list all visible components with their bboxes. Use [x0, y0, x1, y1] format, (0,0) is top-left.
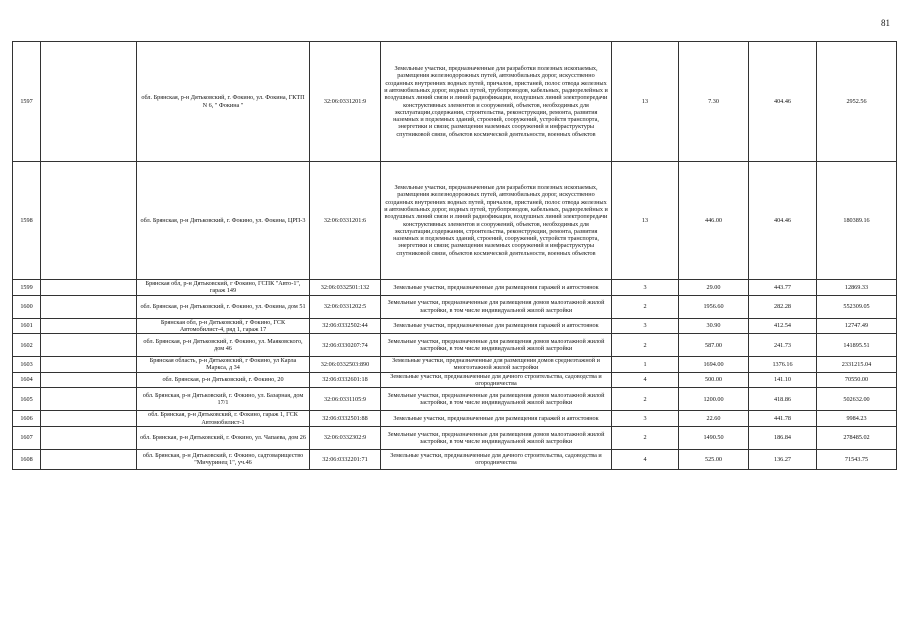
- specific-value-cell: 404.46: [749, 162, 817, 280]
- table-row: [13, 357, 897, 373]
- row-number: 1600: [13, 295, 41, 318]
- specific-value-cell: 282.28: [749, 295, 817, 318]
- use-group-cell: 3: [612, 280, 679, 296]
- table-row: [13, 318, 897, 334]
- table-row: [13, 372, 897, 388]
- land-use-purpose-cell: Земельные участки, предназначенные для размещения гаражей и автостоянок: [381, 318, 612, 334]
- table-row: [13, 334, 897, 357]
- area-cell: 29.00: [679, 280, 749, 296]
- blank-cell: [41, 318, 137, 334]
- row-number: 1602: [13, 334, 41, 357]
- area-cell: 1200.00: [679, 388, 749, 411]
- land-cadastral-table: [12, 41, 897, 470]
- row-number: 1604: [13, 372, 41, 388]
- specific-value-cell: 404.46: [749, 42, 817, 162]
- address-cell: обл. Брянская, р-н Дятьковский, г. Фокино, 20: [137, 372, 310, 388]
- cadastral-value-cell: 2331215.04: [817, 357, 897, 373]
- specific-value-cell: 241.73: [749, 334, 817, 357]
- specific-value-cell: 443.77: [749, 280, 817, 296]
- table-row: [13, 449, 897, 469]
- land-use-purpose-cell: Земельные участки, предназначенные для размещения домов среднеэтажной и многоэтажной жилой застройки: [381, 357, 612, 373]
- address-cell: обл. Брянская, р-н Дятьковский, г. Фокино, ул. Чапаева, дом 26: [137, 426, 310, 449]
- cadastral-number-cell: 32:06:0332201:71: [310, 449, 381, 469]
- blank-cell: [41, 411, 137, 427]
- area-cell: 1956.60: [679, 295, 749, 318]
- cadastral-value-cell: 552309.05: [817, 295, 897, 318]
- use-group-cell: 2: [612, 334, 679, 357]
- specific-value-cell: 1376.16: [749, 357, 817, 373]
- blank-cell: [41, 162, 137, 280]
- table-body: [13, 42, 897, 470]
- blank-cell: [41, 42, 137, 162]
- row-number: 1598: [13, 162, 41, 280]
- specific-value-cell: 136.27: [749, 449, 817, 469]
- area-cell: 446.00: [679, 162, 749, 280]
- area-cell: 30.90: [679, 318, 749, 334]
- address-cell: обл. Брянская, р-н Дятьковский, г. Фокино, ул. Фокина, ГКТП N 6, " Фокина ": [137, 42, 310, 162]
- area-cell: 1490.50: [679, 426, 749, 449]
- use-group-cell: 2: [612, 295, 679, 318]
- table-row: [13, 162, 897, 280]
- row-number: 1597: [13, 42, 41, 162]
- row-number: 1605: [13, 388, 41, 411]
- land-use-purpose-cell: Земельные участки, предназначенные для размещения домов малоэтажной жилой застройки, в том числе индивидуальной жилой застройки: [381, 334, 612, 357]
- area-cell: 500.00: [679, 372, 749, 388]
- cadastral-number-cell: 32:06:0331201:6: [310, 162, 381, 280]
- cadastral-value-cell: 12869.33: [817, 280, 897, 296]
- row-number: 1599: [13, 280, 41, 296]
- use-group-cell: 4: [612, 449, 679, 469]
- use-group-cell: 3: [612, 411, 679, 427]
- cadastral-value-cell: 70550.00: [817, 372, 897, 388]
- use-group-cell: 2: [612, 426, 679, 449]
- cadastral-value-cell: 502632.00: [817, 388, 897, 411]
- cadastral-value-cell: 141895.51: [817, 334, 897, 357]
- cadastral-number-cell: 32:06:0332302:9: [310, 426, 381, 449]
- blank-cell: [41, 280, 137, 296]
- specific-value-cell: 412.54: [749, 318, 817, 334]
- cadastral-number-cell: 32:06:0332501:132: [310, 280, 381, 296]
- address-cell: Брянская область, р-н Дятьковский, г Фокино, ул Карла Маркса, д 34: [137, 357, 310, 373]
- cadastral-number-cell: 32:06:0330207:74: [310, 334, 381, 357]
- land-use-purpose-cell: Земельные участки, предназначенные для размещения домов малоэтажной жилой застройки, в том числе индивидуальной жилой застройки: [381, 295, 612, 318]
- row-number: 1607: [13, 426, 41, 449]
- cadastral-value-cell: 9984.23: [817, 411, 897, 427]
- use-group-cell: 4: [612, 372, 679, 388]
- land-use-purpose-cell: Земельные участки, предназначенные для размещения гаражей и автостоянок: [381, 411, 612, 427]
- land-use-purpose-cell: Земельные участки, предназначенные для дачного строительства, садоводства и огородничества: [381, 449, 612, 469]
- land-use-purpose-cell: Земельные участки, предназначенные для разработки полезных ископаемых, размещения железнодорожных путей, автомобильных дорог, искусственно созданных внутренних водных путей, причалов, пристаней, полос отвода железных и автомобильных дорог, водных путей, трубопроводов, кабельных, радиорелейных и воздушных линий связи и линий радиофикации, воздушных линий электропередачи конструктивных элементов и сооружений, объектов, необходимых для эксплуатации,содержания, строительства, реконструкции, ремонта, развития наземных и подземных зданий, строений, сооружений, устройств транспорта, энергетики и связи; размещения наземных сооружений и инфраструктуры спутниковой связи, объектов космической деятельности, военных объектов: [381, 162, 612, 280]
- address-cell: обл. Брянская, р-н Дятьковский, г. Фокино, ул. Фокина, ЦРП-3: [137, 162, 310, 280]
- table-row: [13, 42, 897, 162]
- address-cell: Брянская обл, р-н Дятьковский, г Фокино, ГСПК "Авто-1", гараж 149: [137, 280, 310, 296]
- table-row: [13, 388, 897, 411]
- use-group-cell: 13: [612, 162, 679, 280]
- cadastral-value-cell: 278485.02: [817, 426, 897, 449]
- cadastral-value-cell: 12747.49: [817, 318, 897, 334]
- area-cell: 525.00: [679, 449, 749, 469]
- row-number: 1601: [13, 318, 41, 334]
- table-row: [13, 295, 897, 318]
- table-row: [13, 280, 897, 296]
- page-number: 81: [881, 18, 890, 28]
- cadastral-number-cell: 32:06:0332503:890: [310, 357, 381, 373]
- cadastral-value-cell: 71543.75: [817, 449, 897, 469]
- blank-cell: [41, 372, 137, 388]
- blank-cell: [41, 449, 137, 469]
- table-row: [13, 411, 897, 427]
- use-group-cell: 2: [612, 388, 679, 411]
- specific-value-cell: 441.78: [749, 411, 817, 427]
- cadastral-number-cell: 32:06:0332501:88: [310, 411, 381, 427]
- blank-cell: [41, 357, 137, 373]
- row-number: 1608: [13, 449, 41, 469]
- use-group-cell: 13: [612, 42, 679, 162]
- row-number: 1603: [13, 357, 41, 373]
- cadastral-number-cell: 32:06:0332502:44: [310, 318, 381, 334]
- area-cell: 22.60: [679, 411, 749, 427]
- land-use-purpose-cell: Земельные участки, предназначенные для размещения домов малоэтажной жилой застройки, в том числе индивидуальной жилой застройки: [381, 426, 612, 449]
- use-group-cell: 3: [612, 318, 679, 334]
- cadastral-number-cell: 32:06:0331202:5: [310, 295, 381, 318]
- cadastral-value-cell: 2952.56: [817, 42, 897, 162]
- specific-value-cell: 141.10: [749, 372, 817, 388]
- address-cell: обл. Брянская, р-н Дятьковский, г. Фокино, ул. Фокина, дом 51: [137, 295, 310, 318]
- area-cell: 7.30: [679, 42, 749, 162]
- cadastral-number-cell: 32:06:0331201:9: [310, 42, 381, 162]
- blank-cell: [41, 388, 137, 411]
- address-cell: обл. Брянская, р-н Дятьковский, г. Фокино, гараж 1, ГСК Автомобилист-1: [137, 411, 310, 427]
- address-cell: обл. Брянская, р-н Дятьковский, г. Фокино, садтоварищество "Мичуринец 1", уч.46: [137, 449, 310, 469]
- cadastral-number-cell: 32:06:0332601:18: [310, 372, 381, 388]
- blank-cell: [41, 334, 137, 357]
- address-cell: обл. Брянская, р-н Дятьковский, г. Фокино, ул. Базарная, дом 17/1: [137, 388, 310, 411]
- address-cell: обл. Брянская, р-н Дятьковский, г. Фокино, ул. Маяковского, дом 46: [137, 334, 310, 357]
- land-use-purpose-cell: Земельные участки, предназначенные для размещения домов малоэтажной жилой застройки, в том числе индивидуальной жилой застройки: [381, 388, 612, 411]
- land-use-purpose-cell: Земельные участки, предназначенные для дачного строительства, садоводства и огородничества: [381, 372, 612, 388]
- specific-value-cell: 418.86: [749, 388, 817, 411]
- blank-cell: [41, 426, 137, 449]
- cadastral-number-cell: 32:06:0331105:9: [310, 388, 381, 411]
- blank-cell: [41, 295, 137, 318]
- address-cell: Брянская обл, р-н Дятьковский, г Фокино, ГСК Автомобилист-4, ряд 1, гараж 17: [137, 318, 310, 334]
- use-group-cell: 1: [612, 357, 679, 373]
- land-use-purpose-cell: Земельные участки, предназначенные для размещения гаражей и автостоянок: [381, 280, 612, 296]
- land-use-purpose-cell: Земельные участки, предназначенные для разработки полезных ископаемых, размещения железнодорожных путей, автомобильных дорог, искусственно созданных внутренних водных путей, причалов, пристаней, полос отвода железных и автомобильных дорог, водных путей, трубопроводов, кабельных, радиорелейных и воздушных линий связи и линий радиофикации, воздушных линий электропередачи конструктивных элементов и сооружений, объектов, необходимых для эксплуатации,содержания, строительства, реконструкции, ремонта, развития наземных и подземных зданий, строений, сооружений, устройств транспорта, энергетики и связи; размещения наземных сооружений и инфраструктуры спутниковой связи, объектов космической деятельности, военных объектов: [381, 42, 612, 162]
- cadastral-value-cell: 180389.16: [817, 162, 897, 280]
- area-cell: 1694.00: [679, 357, 749, 373]
- table-row: [13, 426, 897, 449]
- row-number: 1606: [13, 411, 41, 427]
- area-cell: 587.00: [679, 334, 749, 357]
- specific-value-cell: 186.84: [749, 426, 817, 449]
